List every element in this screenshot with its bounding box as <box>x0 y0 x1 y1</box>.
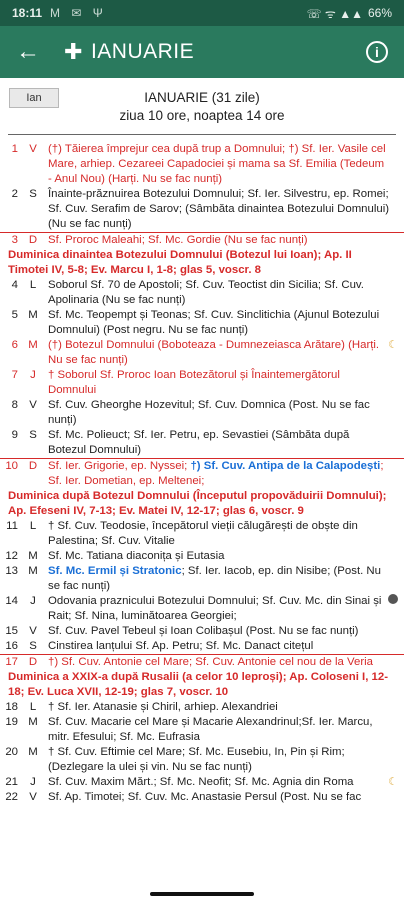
day-number: 16 <box>5 640 18 652</box>
day-saints-text <box>48 790 404 805</box>
day-number: 17 <box>5 656 18 668</box>
day-row[interactable] <box>0 232 404 248</box>
day-row[interactable] <box>0 624 404 639</box>
day-saints-text <box>48 338 404 368</box>
day-number: 20 <box>5 746 18 758</box>
day-saints-text <box>48 428 404 458</box>
day-saints-text <box>48 459 404 489</box>
weekday-letter: V <box>29 791 37 803</box>
moon-phase-icon <box>388 594 398 604</box>
battery-level: 66% <box>367 6 392 20</box>
day-saints-text <box>48 398 404 428</box>
nav-bar <box>0 888 404 900</box>
day-number: 21 <box>5 776 18 788</box>
saints-text: Sf. Ier. Grigorie, ep. Nyssei; <box>48 460 191 472</box>
day-number: 11 <box>6 520 18 532</box>
cross-icon: ✚ <box>64 39 83 64</box>
weekday-letter: V <box>29 143 37 155</box>
day-row[interactable] <box>0 775 404 790</box>
weekday-letter: J <box>30 776 36 788</box>
day-number: 3 <box>11 234 18 246</box>
day-row[interactable] <box>0 368 404 398</box>
page-title <box>64 39 194 65</box>
sunday-readings <box>0 248 404 278</box>
day-number: 9 <box>11 429 18 441</box>
day-row[interactable] <box>0 458 404 489</box>
saints-text: Sf. Ap. Timotei; Sf. Cuv. Mc. Anastasie Persul (Post. Nu se fac <box>48 791 362 803</box>
day-saints-text <box>48 594 404 624</box>
saints-text: † Sf. Cuv. Eftimie cel Mare; Sf. Mc. Eusebiu, In, Pin și Rim; (Dezlegare la ulei și vin. Nu se fac nunți) <box>48 746 345 773</box>
weekday-letter: M <box>28 716 38 728</box>
day-row[interactable] <box>0 564 404 594</box>
day-number: 19 <box>5 716 18 728</box>
weekday-letter: S <box>29 429 37 441</box>
weekday-letter: D <box>28 234 38 246</box>
saints-text: Sf. Cuv. Pavel Tebeul și Ioan Colibașul (Post. Nu se fac nunți) <box>48 625 359 637</box>
day-row[interactable] <box>0 428 404 458</box>
saints-text: Odovania praznicului Botezului Domnului; Sf. Cuv. Mc. din Sinai și Rait; Sf. Nina, luminătoarea Georgiei; <box>48 595 382 622</box>
day-row[interactable] <box>0 519 404 549</box>
weekday-letter: M <box>28 550 38 562</box>
day-number: 4 <box>11 279 18 291</box>
saints-text: Sf. Cuv. Gheorghe Hozevitul; Sf. Cuv. Domnica (Post. Nu se fac nunți) <box>48 399 370 426</box>
info-icon[interactable]: i <box>366 41 388 63</box>
weekday-letter: V <box>29 399 37 411</box>
saints-text: Sf. Mc. Tatiana diaconița și Eutasia <box>48 550 225 562</box>
day-number: 8 <box>11 399 18 411</box>
day-number: 13 <box>5 565 18 577</box>
day-number: 22 <box>5 791 18 803</box>
day-saints-text <box>48 775 404 790</box>
day-row[interactable] <box>0 308 404 338</box>
app-bar <box>0 26 404 78</box>
highlight-saint: †) Sf. Cuv. Antipa de la Calapodești <box>190 460 381 472</box>
page-title-text: IANUARIE <box>90 40 195 63</box>
day-number: 6 <box>11 339 18 351</box>
weekday-letter: M <box>28 746 38 758</box>
month-title: IANUARIE (31 zile) <box>144 90 260 105</box>
status-time: 18:11 <box>12 6 43 20</box>
day-number: 7 <box>11 369 18 381</box>
weekday-letter: J <box>30 595 36 607</box>
saints-text: †) Sf. Cuv. Antonie cel Mare; Sf. Cuv. Antonie cel nou de la Veria <box>48 656 374 668</box>
weekday-letter: L <box>29 520 37 532</box>
sunday-readings-text: Duminica după Botezul Domnului (Începutul propovăduirii Domnului); Ap. Efeseni IV, 7-13; Ev. Matei IV, 12-17; glas 6, voscr. 9 <box>8 490 387 517</box>
saints-text: † Sf. Cuv. Teodosie, începătorul vieții călugărești de obște din Palestina; Sf. Cuv. Vitalie <box>48 520 358 547</box>
day-number: 1 <box>11 143 18 155</box>
day-number: 5 <box>11 309 18 321</box>
day-row[interactable] <box>0 338 404 368</box>
weekday-letter: M <box>28 309 38 321</box>
day-saints-text <box>48 549 404 564</box>
day-number: 2 <box>11 188 18 200</box>
day-saints-text <box>48 519 404 549</box>
sunday-readings <box>0 670 404 700</box>
moon-phase-icon: ☾ <box>388 339 398 351</box>
weekday-letter: M <box>28 339 38 351</box>
saints-text-continued: ; Sf. Ier. Dometian, ep. Meltenei; <box>48 460 384 487</box>
day-saints-text <box>48 187 404 232</box>
sunday-readings-text: Duminica a XXIX-a după Rusalii (a celor 10 leproși); Ap. Coloseni I, 12-18; Ev. Luca XVII, 12-19; glas 7, voscr. 10 <box>8 671 388 698</box>
day-row[interactable] <box>0 745 404 775</box>
weekday-letter: D <box>28 656 38 668</box>
saints-text: (†) Botezul Domnului (Boboteaza - Dumnezeiasca Arătare) (Harți. Nu se fac nunți) <box>48 339 380 366</box>
calendar-content[interactable] <box>0 78 404 888</box>
day-saints-text <box>48 624 404 639</box>
day-number: 15 <box>5 625 18 637</box>
day-saints-text <box>48 745 404 775</box>
weekday-letter: S <box>29 188 37 200</box>
weekday-letter: J <box>30 369 36 381</box>
weekday-letter: L <box>29 701 37 713</box>
saints-text: † Soborul Sf. Proroc Ioan Botezătorul și Înaintemergătorul Domnului <box>48 369 340 396</box>
day-row[interactable] <box>0 700 404 715</box>
weekday-letter: D <box>28 460 38 472</box>
sunday-readings-text: Duminica dinaintea Botezului Domnului (Botezul lui Ioan); Ap. II Timotei IV, 5-8; Ev. Marcu I, 1-8; glas 5, voscr. 8 <box>8 249 352 276</box>
weekday-letter: V <box>29 625 37 637</box>
saints-text: Sf. Cuv. Macarie cel Mare și Macarie Alexandrinul;Sf. Ier. Marcu, mitr. Efesului; Sf. Mc. Eufrasia <box>48 716 373 743</box>
weekday-letter: L <box>29 279 37 291</box>
month-select-button[interactable]: Ian <box>9 88 59 108</box>
saints-text: Sf. Cuv. Maxim Mărt.; Sf. Mc. Neofit; Sf. Mc. Agnia din Roma <box>48 776 354 788</box>
day-row[interactable] <box>0 639 404 654</box>
saints-text-continued: ; Sf. Ier. Iacob, ep. din Nisibe; (Post. Nu se fac nunți) <box>48 565 381 592</box>
saints-text: Sf. Mc. Polieuct; Sf. Ier. Petru, ep. Sevastiei (Sâmbăta după Botezul Domnului) <box>48 429 350 456</box>
saints-text: Soborul Sf. 70 de Apostoli; Sf. Cuv. Teoctist din Sicilia; Sf. Cuv. Apolinaria (Nu se fac nunți) <box>48 279 364 306</box>
day-number: 18 <box>5 701 18 713</box>
weekday-letter: S <box>29 640 37 652</box>
status-bar <box>0 0 404 26</box>
day-row[interactable] <box>0 715 404 745</box>
month-daylight: ziua 10 ore, noaptea 14 ore <box>119 108 285 123</box>
day-saints-text <box>48 142 404 187</box>
day-row[interactable] <box>0 790 404 805</box>
day-saints-text <box>48 278 404 308</box>
highlight-saint: Sf. Mc. Ermil și Stratonic <box>48 565 182 577</box>
saints-text: Înainte-prăznuirea Botezului Domnului; Sf. Ier. Silvestru, ep. Romei; Sf. Cuv. Serafim de Sarov; (Sâmbăta dinaintea Botezului Domnului) (Nu se fac nunți) <box>48 188 390 230</box>
day-saints-text <box>48 233 404 248</box>
day-saints-text <box>48 564 404 594</box>
day-saints-text <box>48 655 404 670</box>
saints-text: Cinstirea lanțului Sf. Ap. Petru; Sf. Mc. Danact citețul <box>48 640 314 652</box>
day-row[interactable] <box>0 187 404 232</box>
day-saints-text <box>48 368 404 398</box>
day-number: 10 <box>5 460 18 472</box>
day-saints-text <box>48 639 404 654</box>
day-saints-text <box>48 700 404 715</box>
saints-text: Sf. Proroc Maleahi; Sf. Mc. Gordie (Nu se fac nunți) <box>48 234 308 246</box>
day-row[interactable] <box>0 654 404 670</box>
day-saints-text <box>48 308 404 338</box>
sunday-readings <box>0 489 404 519</box>
day-number: 12 <box>5 550 18 562</box>
saints-text: Sf. Mc. Teopempt și Teonas; Sf. Cuv. Sinclitichia (Ajunul Botezului Domnului) (Post negru. Nu se fac nunți) <box>48 309 380 336</box>
moon-phase-icon: ☾ <box>388 776 398 788</box>
day-row[interactable] <box>0 278 404 308</box>
header-divider <box>8 134 396 135</box>
day-number: 14 <box>5 595 18 607</box>
saints-text: (†) Tăierea împrejur cea după trup a Domnului; †) Sf. Ier. Vasile cel Mare, arhiep. Cezareei Capadociei și mama sa Sf. Emilia (Tedeum - Anul Nou) (Harți. Nu se fac nunți) <box>48 143 386 185</box>
day-list <box>0 142 404 805</box>
signal-icons: ☏ ᯤ ▲▲ <box>306 6 363 21</box>
day-row[interactable] <box>0 142 404 187</box>
day-row[interactable] <box>0 594 404 624</box>
day-row[interactable] <box>0 398 404 428</box>
back-arrow-icon[interactable]: ← <box>16 38 40 65</box>
home-indicator[interactable] <box>150 892 254 896</box>
saints-text: † Sf. Ier. Atanasie și Chiril, arhiep. Alexandriei <box>48 701 278 713</box>
day-saints-text <box>48 715 404 745</box>
day-row[interactable] <box>0 549 404 564</box>
weekday-letter: M <box>28 565 38 577</box>
notification-icons: M ✉ Ψ <box>50 6 107 20</box>
